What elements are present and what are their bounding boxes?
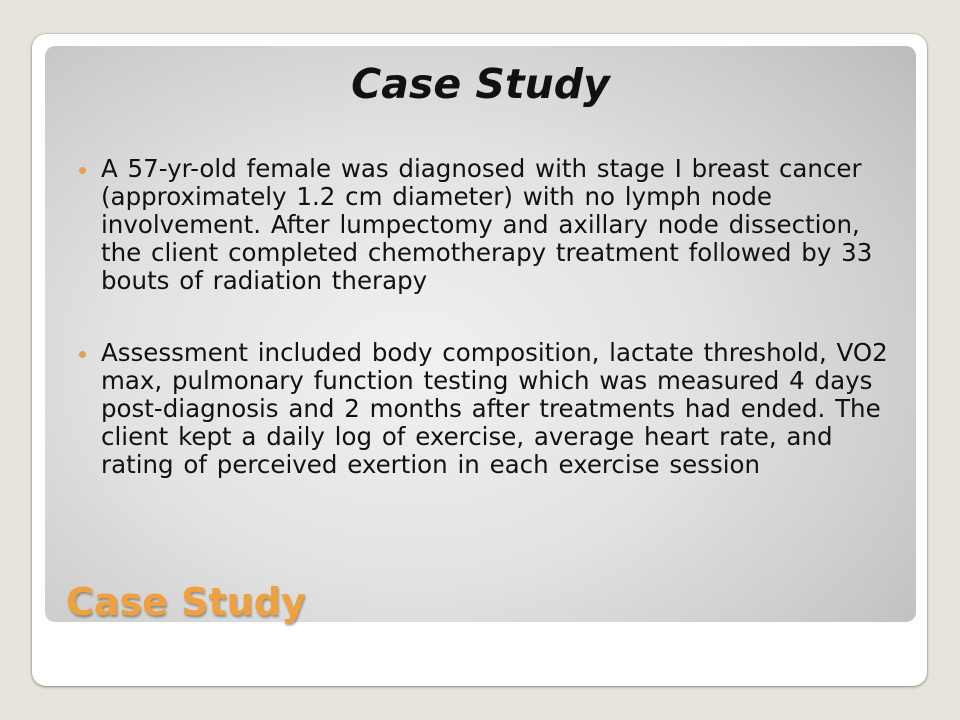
footer-title: Case Study xyxy=(66,580,306,624)
bullet-dot-icon xyxy=(79,351,86,358)
bullet-item xyxy=(76,155,906,295)
bullet-text: Assessment included body composition, lactate threshold, VO2 max, pulmonary function testing which was measured 4 days post-diagnosis and 2 months after treatments had ended. The client kept a daily log of exercise, average heart rate, and rating of perceived exertion in each exercise session xyxy=(101,338,888,479)
bullet-dot-icon xyxy=(79,167,86,174)
slide-title: Case Study xyxy=(351,60,610,108)
bullet-item xyxy=(76,339,906,479)
bullet-list xyxy=(76,155,906,523)
bullet-text: A 57-yr-old female was diagnosed with stage I breast cancer (approximately 1.2 cm diameter) with no lymph node involvement. After lumpectomy and axillary node dissection, the client completed chemotherapy treatment followed by 33 bouts of radiation therapy xyxy=(101,154,873,295)
